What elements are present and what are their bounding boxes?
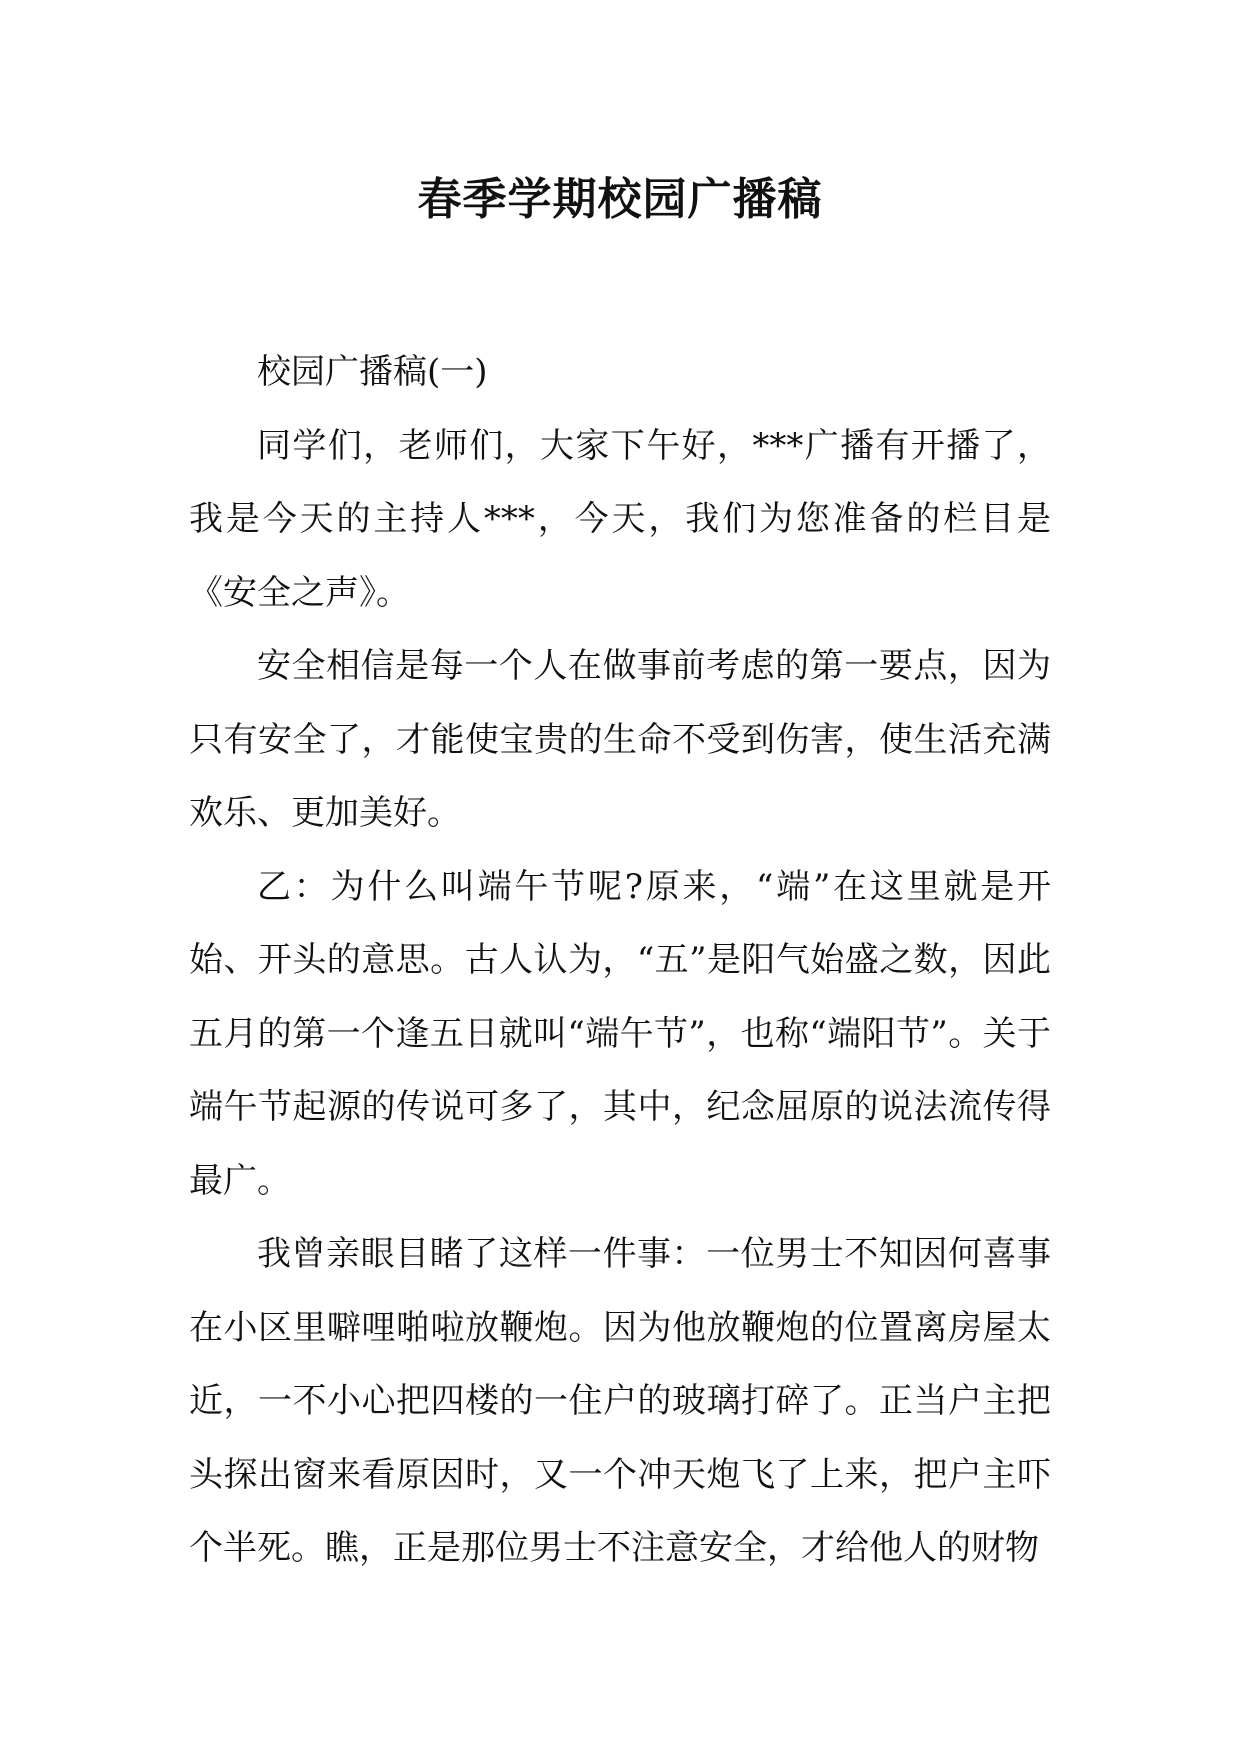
document-body xyxy=(189,336,1051,1586)
paragraph-firecracker: 我曾亲眼目睹了这样一件事：一位男士不知因何喜事在小区里噼哩啪啦放鞭炮。因为他放鞭炮的位置离房屋太近，一不小心把四楼的一住户的玻璃打碎了。正当户主把头探出窗来看原因时，又一个冲天炮飞了上来，把户主吓个半死。瞧，正是那位男士不注意安全，才给他人的财物 xyxy=(189,1234,1051,1568)
document-title: 春季学期校园广播稿 xyxy=(417,174,823,225)
section-heading: 校园广播稿(一) xyxy=(257,352,488,392)
paragraph-safety: 安全相信是每一个人在做事前考虑的第一要点，因为只有安全了，才能使宝贵的生命不受到伤害，使生活充满欢乐、更加美好。 xyxy=(189,646,1051,833)
paragraph-greeting: 同学们，老师们，大家下午好，***广播有开播了，我是今天的主持人***，今天，我们为您准备的栏目是《安全之声》。 xyxy=(189,425,1051,613)
paragraph-dragon-boat: 乙：为什么叫端午节呢?原来，“端”在这里就是开始、开头的意思。古人认为，“五”是阳气始盛之数，因此五月的第一个逢五日就叫“端午节”，也称“端阳节”。关于端午节起源的传说可多了，其中，纪念屈原的说法流传得最广。 xyxy=(189,866,1051,1201)
